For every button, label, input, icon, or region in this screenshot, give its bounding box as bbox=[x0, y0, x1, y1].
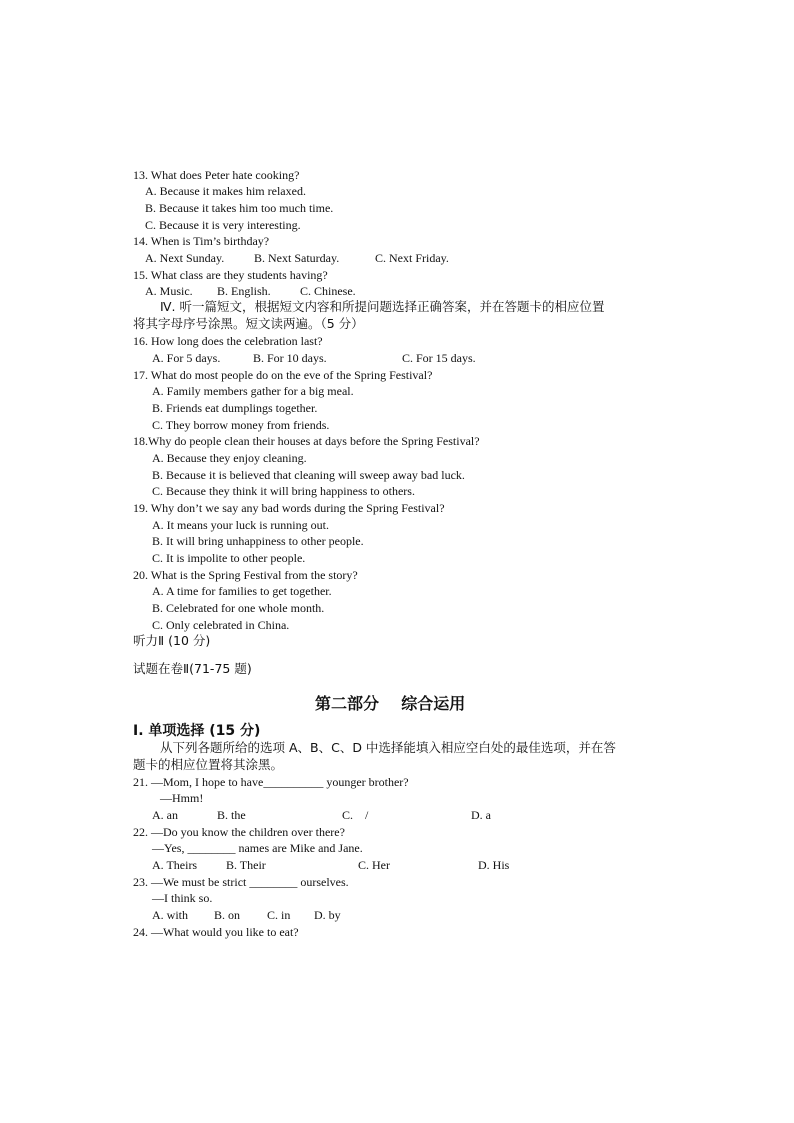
question-22-option-b: B. Their bbox=[226, 858, 266, 872]
question-15-option-c: C. Chinese. bbox=[300, 284, 356, 298]
question-13-option-a: A. Because it makes him relaxed. bbox=[145, 184, 306, 198]
question-22-line-1: 22. —Do you know the children over there? bbox=[133, 825, 345, 839]
question-22-option-c: C. Her bbox=[358, 858, 390, 872]
question-14-option-b: B. Next Saturday. bbox=[254, 251, 340, 265]
question-21-option-b: B. the bbox=[217, 808, 246, 822]
question-22-line-2: —Yes, ________ names are Mike and Jane. bbox=[152, 841, 363, 855]
question-16-stem: 16. How long does the celebration last? bbox=[133, 334, 323, 348]
section-1-instruction-line-1: 从下列各题所给的选项 A、B、C、D 中选择能填入相应空白处的最佳选项，并在答 bbox=[160, 740, 616, 755]
question-21-option-a: A. an bbox=[152, 808, 178, 822]
question-21-line-2: —Hmm! bbox=[160, 791, 204, 805]
question-15-stem: 15. What class are they students having? bbox=[133, 268, 328, 282]
question-21-line-1: 21. —Mom, I hope to have__________ younger brother? bbox=[133, 775, 409, 789]
question-19-option-a: A. It means your luck is running out. bbox=[152, 518, 329, 532]
question-16-option-c: C. For 15 days. bbox=[402, 351, 476, 365]
question-14-option-c: C. Next Friday. bbox=[375, 251, 449, 265]
question-20-option-c: C. Only celebrated in China. bbox=[152, 618, 290, 632]
question-17-option-a: A. Family members gather for a big meal. bbox=[152, 384, 354, 398]
question-18-option-b: B. Because it is believed that cleaning will sweep away bad luck. bbox=[152, 468, 465, 482]
question-24-line-1: 24. —What would you like to eat? bbox=[133, 925, 299, 939]
question-13-stem: 13. What does Peter hate cooking? bbox=[133, 168, 300, 182]
section-1-instruction-line-2: 题卡的相应位置将其涂黑。 bbox=[133, 757, 284, 772]
question-18-option-a: A. Because they enjoy cleaning. bbox=[152, 451, 307, 465]
question-22-option-d: D. His bbox=[478, 858, 510, 872]
question-17-option-b: B. Friends eat dumplings together. bbox=[152, 401, 318, 415]
question-23-line-1: 23. —We must be strict ________ ourselves. bbox=[133, 875, 349, 889]
section-1-heading: Ⅰ. 单项选择 (15 分) bbox=[133, 723, 261, 739]
question-16-option-a: A. For 5 days. bbox=[152, 351, 221, 365]
question-15-option-b: B. English. bbox=[217, 284, 271, 298]
question-14-option-a: A. Next Sunday. bbox=[145, 251, 225, 265]
question-17-option-c: C. They borrow money from friends. bbox=[152, 418, 330, 432]
question-17-stem: 17. What do most people do on the eve of the Spring Festival? bbox=[133, 368, 433, 382]
question-16-option-b: B. For 10 days. bbox=[253, 351, 327, 365]
question-13-option-b: B. Because it takes him too much time. bbox=[145, 201, 334, 215]
question-20-option-a: A. A time for families to get together. bbox=[152, 584, 332, 598]
question-19-option-b: B. It will bring unhappiness to other people. bbox=[152, 534, 364, 548]
question-20-stem: 20. What is the Spring Festival from the story? bbox=[133, 568, 358, 582]
question-20-option-b: B. Celebrated for one whole month. bbox=[152, 601, 325, 615]
listening-2-heading: 听力Ⅱ (10 分) bbox=[133, 633, 211, 648]
volume-2-note: 试题在卷Ⅱ(71-75 题) bbox=[133, 661, 252, 676]
question-18-stem: 18.Why do people clean their houses at days before the Spring Festival? bbox=[133, 434, 480, 448]
question-23-option-d: D. by bbox=[314, 908, 341, 922]
question-22-option-a: A. Theirs bbox=[152, 858, 198, 872]
question-23-option-b: B. on bbox=[214, 908, 241, 922]
question-14-stem: 14. When is Tim’s birthday? bbox=[133, 234, 270, 248]
question-18-option-c: C. Because they think it will bring happiness to others. bbox=[152, 484, 415, 498]
question-21-option-d: D. a bbox=[471, 808, 491, 822]
question-15-option-a: A. Music. bbox=[145, 284, 193, 298]
part-4-instruction-line-1: Ⅳ. 听一篇短文，根据短文内容和所提问题选择正确答案，并在答题卡的相应位置 bbox=[160, 299, 605, 314]
question-19-option-c: C. It is impolite to other people. bbox=[152, 551, 306, 565]
question-23-option-a: A. with bbox=[152, 908, 188, 922]
part-4-instruction-line-2: 将其字母序号涂黑。短文读两遍。（5 分） bbox=[133, 316, 364, 331]
part-2-title: 第二部分 综合运用 bbox=[315, 694, 466, 713]
question-23-option-c: C. in bbox=[267, 908, 291, 922]
question-21-option-c: C. / bbox=[342, 808, 369, 822]
question-23-line-2: —I think so. bbox=[152, 891, 213, 905]
question-13-option-c: C. Because it is very interesting. bbox=[145, 218, 301, 232]
question-19-stem: 19. Why don’t we say any bad words during the Spring Festival? bbox=[133, 501, 445, 515]
